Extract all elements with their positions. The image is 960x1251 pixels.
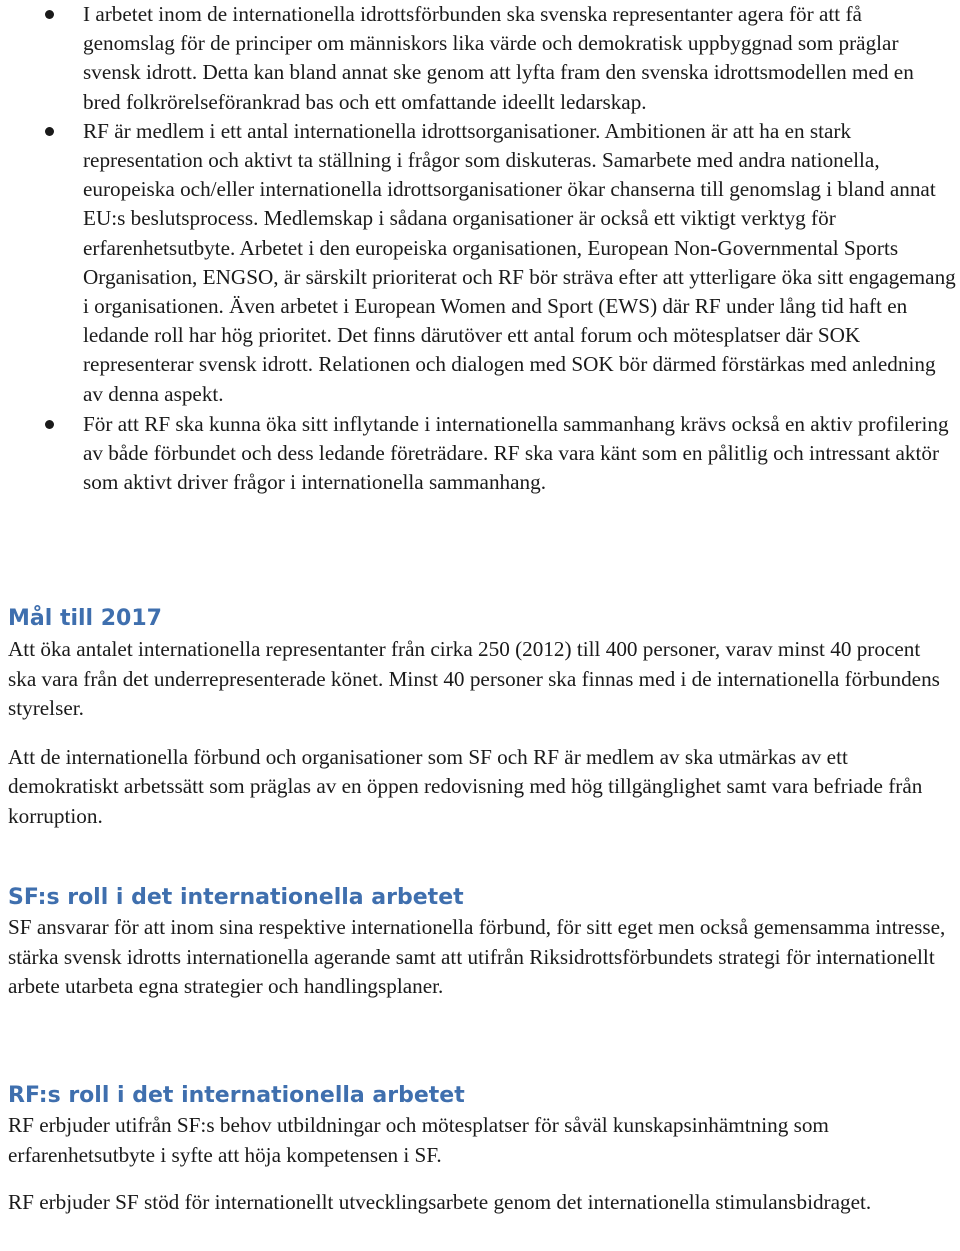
bullet-text: I arbetet inom de internationella idrottsförbunden ska svenska representanter agera för att få genomslag för de principer om människors lika värde och demokratisk uppbyggnad som präglar svensk idrott. Detta kan bland annat ske genom att lyfta fram den svenska idrottsmodellen med en bred folkrörelseförankrad bas och ett omfattande ideellt ledarskap.: [83, 2, 914, 114]
bullet-text: RF är medlem i ett antal internationella idrottsorganisationer. Ambitionen är att ha en stark representation och aktivt ta ställning i frågor som diskuteras. Samarbete med andra nationella, europeiska och/eller internationella idrottsorganisationer ökar chanserna till genomslag i bland annat EU:s beslutsprocess. Medlemskap i sådana organisationer är också ett viktigt verktyg för erfarenhetsutbyte. Arbetet i den europeiska organisationen, European Non-Governmental Sports Organisation, ENGSO, är särskilt prioriterat och RF bör sträva efter att ytterligare öka sitt engagemang i organisationen. Även arbetet i European Women and Sport (EWS) där RF under lång tid haft en ledande roll har hög prioritet. Det finns därutöver ett antal forum och mötesplatser där SOK representerar svensk idrott. Relationen och dialogen med SOK bör därmed förstärkas med anledning av denna aspekt.: [83, 118, 956, 406]
paragraph: Att öka antalet internationella representanter från cirka 250 (2012) till 400 personer, varav minst 40 procent ska vara från det underrepresenterade könet. Minst 40 personer ska finnas med i de internationella förbundens styrelser.: [8, 637, 940, 720]
list-item: [0, 117, 960, 409]
section-heading: RF:s roll i det internationella arbetet: [8, 1083, 465, 1108]
bullet-icon: [45, 420, 54, 429]
bullet-text: För att RF ska kunna öka sitt inflytande i internationella sammanhang krävs också en aktiv profilering av både förbundet och dess ledande företrädare. RF ska vara känt som en pålitlig och intressant aktör som aktivt driver frågor i internationella sammanhang.: [83, 411, 949, 495]
bullet-icon: [45, 10, 54, 19]
section-heading: SF:s roll i det internationella arbetet: [8, 885, 464, 910]
paragraph: Att de internationella förbund och organisationer som SF och RF är medlem av ska utmärkas av ett demokratiskt arbetssätt som präglas av en öppen redovisning med hög tillgänglighet samt vara befriade från korruption.: [8, 744, 923, 828]
section-heading: Mål till 2017: [8, 606, 162, 631]
rf-role-section: [8, 1082, 953, 1218]
list-item: [0, 0, 960, 117]
paragraph: SF ansvarar för att inom sina respektive internationella förbund, för sitt eget men också gemensamma intresse, stärka svensk idrotts internationella agerande samt att utifrån Riksidrottsförbundets strategi för internationellt arbete utarbeta egna strategier och handlingsplaner.: [8, 915, 946, 998]
bullet-list: [0, 0, 960, 497]
paragraph: RF erbjuder SF stöd för internationellt utvecklingsarbete genom det internationella stimulansbidraget.: [8, 1190, 872, 1214]
bullet-icon: [45, 127, 54, 136]
list-item: [0, 410, 960, 498]
paragraph: RF erbjuder utifrån SF:s behov utbildningar och mötesplatser för såväl kunskapsinhämtning som erfarenhetsutbyte i syfte att höja kompetensen i SF.: [8, 1113, 829, 1167]
sf-role-section: [8, 884, 953, 1002]
goals-section: [8, 605, 953, 831]
